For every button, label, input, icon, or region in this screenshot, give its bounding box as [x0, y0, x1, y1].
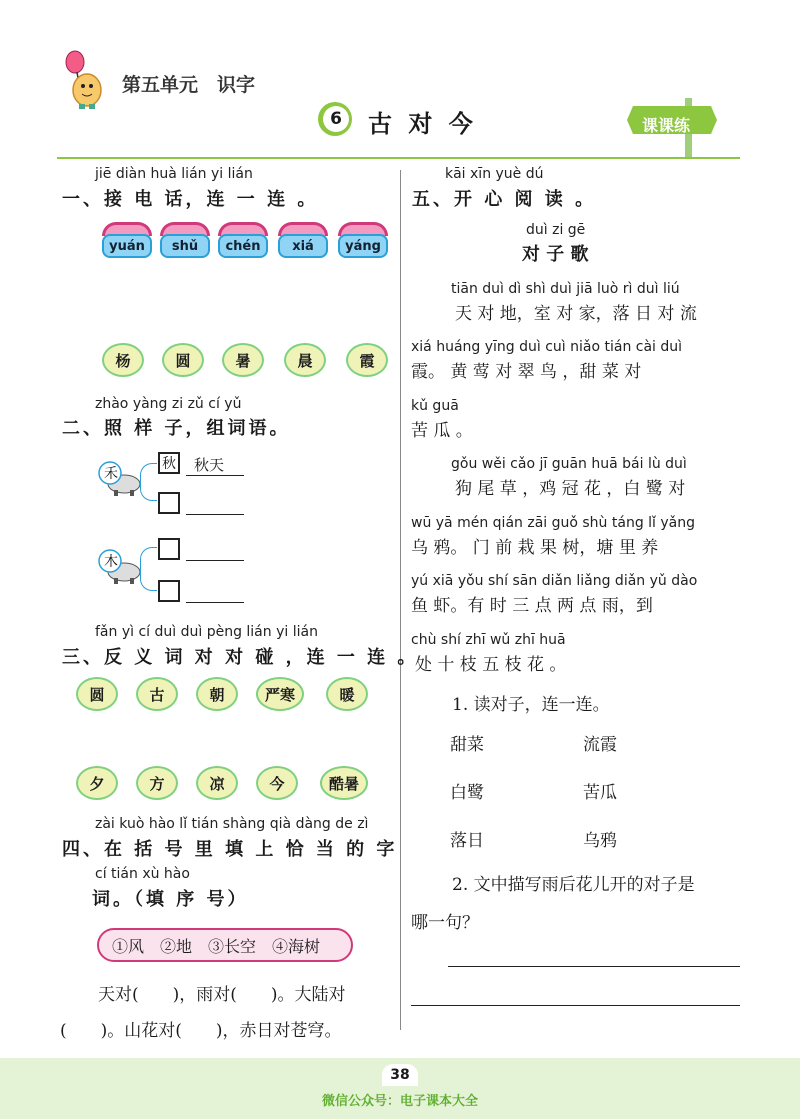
q2-pinyin: zhào yàng zi zǔ cí yǔ [95, 396, 242, 412]
q3-title: 三、反 义 词 对 对 碰 ，连 一 连 。 [62, 647, 419, 668]
example-char-box: 秋 [158, 452, 180, 474]
phone-pinyin: xiá [278, 234, 328, 258]
phone-card[interactable] [102, 222, 152, 262]
header-rule [57, 157, 740, 159]
answer-box[interactable] [158, 492, 180, 514]
match-word-left[interactable]: 白鹭 [450, 783, 484, 803]
answer-line[interactable] [186, 602, 244, 603]
sub-question-2: 2. 文中描写雨后花儿开的对子是 [452, 875, 695, 895]
antonym-circle[interactable]: 夕 [76, 766, 118, 800]
match-word-right[interactable]: 苦瓜 [583, 783, 617, 803]
antonym-circle[interactable]: 暖 [326, 677, 368, 711]
answer-line[interactable] [411, 1005, 740, 1006]
poem-title: 对 子 歌 [522, 244, 589, 265]
char-circle[interactable]: 杨 [102, 343, 144, 377]
poem-line-pinyin: gǒu wěi cǎo jī guān huā bái lù duì [451, 456, 687, 472]
poem-line: 乌 鸦。 门 前 栽 果 树，塘 里 养 [411, 538, 659, 558]
answer-line[interactable] [448, 966, 740, 967]
sub-question-2-cont: 哪一句？ [411, 913, 479, 933]
phone-pinyin: chén [218, 234, 268, 258]
poem-line: 苦 瓜 。 [411, 421, 473, 441]
lesson-title: 古 对 今 [368, 109, 477, 138]
phone-pinyin: shǔ [160, 234, 210, 258]
match-word-right[interactable]: 流霞 [583, 735, 617, 755]
char-circle[interactable]: 霞 [346, 343, 388, 377]
q3-pinyin: fǎn yì cí duì duì pèng lián yi lián [95, 624, 318, 640]
root-char: 木 [104, 554, 118, 570]
antonym-circle[interactable]: 圆 [76, 677, 118, 711]
mascot-icon [55, 48, 110, 110]
bracket-line [140, 463, 157, 501]
char-circle[interactable]: 圆 [162, 343, 204, 377]
q5-title: 五、开 心 阅 读 。 [412, 189, 597, 210]
phone-card[interactable] [218, 222, 268, 262]
answer-line[interactable] [186, 514, 244, 515]
lesson-number: 6 [323, 106, 349, 132]
poem-line: 处 十 枝 五 枝 花 。 [415, 655, 567, 675]
answer-box[interactable] [158, 580, 180, 602]
phone-card[interactable] [338, 222, 388, 262]
antonym-circle[interactable]: 方 [136, 766, 178, 800]
answer-box[interactable] [158, 538, 180, 560]
footer-note: 微信公众号：电子课本大全 [321, 1094, 478, 1109]
antonym-circle[interactable]: 凉 [196, 766, 238, 800]
phone-pinyin: yáng [338, 234, 388, 258]
match-word-left[interactable]: 落日 [450, 831, 484, 851]
char-circle[interactable]: 晨 [284, 343, 326, 377]
phone-card[interactable] [160, 222, 210, 262]
phone-card[interactable] [278, 222, 328, 262]
poem-line: 狗 尾 草 ，鸡 冠 花 ，白 鹭 对 [455, 479, 686, 499]
poem-title-pinyin: duì zi gē [526, 222, 586, 238]
phone-pinyin: yuán [102, 234, 152, 258]
q4-pinyin: zài kuò hào lǐ tián shàng qià dàng de zì [95, 816, 369, 832]
q4-pinyin2: cí tián xù hào [95, 866, 190, 882]
q1-title: 一、接 电 话，连 一 连 。 [62, 189, 319, 210]
unit-label: 第五单元 识字 [122, 74, 256, 96]
poem-line: 天 对 地，室 对 家，落 日 对 流 [455, 304, 697, 324]
example-word: 秋天 [194, 456, 225, 474]
q5-pinyin: kāi xīn yuè dú [445, 166, 544, 182]
practice-badge: 课课练 [642, 116, 691, 135]
bracket-line [140, 547, 157, 591]
antonym-circle[interactable]: 今 [256, 766, 298, 800]
antonym-circle[interactable]: 朝 [196, 677, 238, 711]
poem-line-pinyin: yú xiā yǒu shí sān diǎn liǎng diǎn yǔ dào [411, 573, 698, 589]
q4-title2: 词。（填 序 号） [92, 889, 249, 910]
q2-title: 二、照 样 子，组词语。 [62, 418, 291, 439]
poem-line-pinyin: xiá huáng yīng duì cuì niǎo tián cài duì [411, 339, 683, 355]
antonym-circle[interactable]: 古 [136, 677, 178, 711]
poem-line-pinyin: tiān duì dì shì duì jiā luò rì duì liú [451, 281, 680, 297]
poem-line-pinyin: kǔ guā [411, 398, 459, 414]
answer-line[interactable] [186, 560, 244, 561]
char-circle[interactable]: 暑 [222, 343, 264, 377]
antonym-circle[interactable]: 严寒 [256, 677, 304, 711]
match-word-left[interactable]: 甜菜 [450, 735, 484, 755]
fill-line-2[interactable]: ( )。山花对( )，赤日对苍穹。 [60, 1021, 342, 1041]
poem-line: 鱼 虾。有 时 三 点 两 点 雨，到 [411, 596, 653, 616]
poem-line-pinyin: chù shí zhī wǔ zhī huā [411, 632, 566, 648]
q4-title: 四、在 括 号 里 填 上 恰 当 的 字 [62, 839, 398, 860]
root-char: 禾 [104, 466, 118, 482]
poem-line-pinyin: wū yā mén qián zāi guǒ shù táng lǐ yǎng [411, 515, 696, 531]
poem-line: 霞。 黄 莺 对 翠 鸟 ，甜 菜 对 [411, 362, 642, 382]
example-answer-line [186, 475, 244, 476]
q1-pinyin: jiē diàn huà lián yi lián [95, 166, 253, 182]
match-word-right[interactable]: 乌鸦 [583, 831, 617, 851]
fill-line-1[interactable]: 天对( )，雨对( )。大陆对 [98, 985, 346, 1005]
options-text: ①风 ②地 ③长空 ④海树 [112, 937, 321, 956]
page-number: 38 [382, 1064, 418, 1086]
antonym-circle[interactable]: 酷暑 [320, 766, 368, 800]
column-divider [400, 170, 401, 1030]
sub-question-1: 1. 读对子，连一连。 [452, 695, 610, 715]
